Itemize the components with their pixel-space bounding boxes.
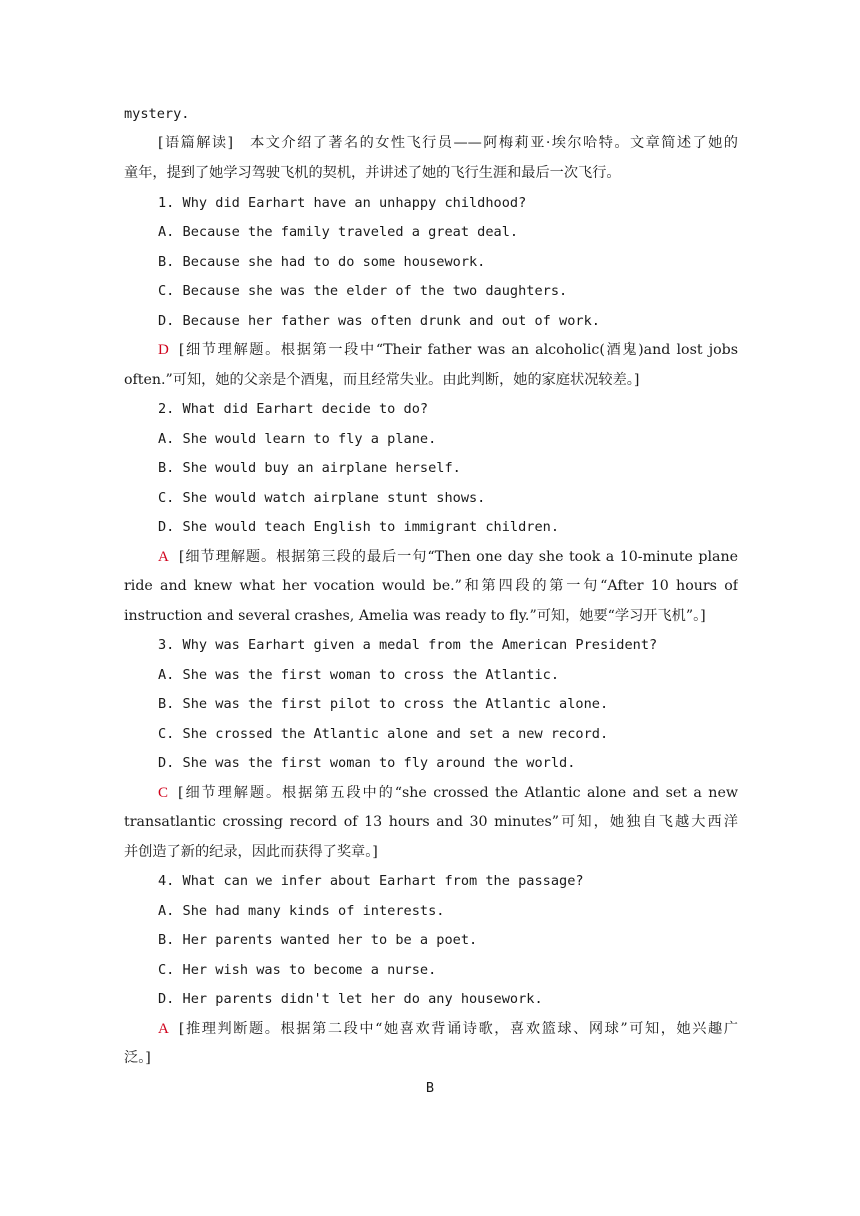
question-1-answer: D <box>158 342 169 358</box>
question-1-option-c: C. Because she was the elder of the two daughters. <box>158 283 568 299</box>
passage-analysis-line-2: 童年，提到了她学习驾驶飞机的契机，并讲述了她的飞行生涯和最后一次飞行。 <box>124 165 621 181</box>
section-label: B <box>425 1080 435 1096</box>
question-4-option-a: A. She had many kinds of interests. <box>158 903 445 919</box>
question-1-explanation-line-2: often.”可知，她的父亲是个酒鬼，而且经常失业。由此判断，她的家庭状况较差。] <box>124 372 640 388</box>
question-3-stem: 3. Why was Earhart given a medal from the American President? <box>158 637 658 653</box>
question-4-option-d: D. Her parents didn't let her do any housework. <box>158 991 543 1007</box>
question-3-option-c: C. She crossed the Atlantic alone and set a new record. <box>158 726 609 742</box>
question-3-option-d: D. She was the first woman to fly around the world. <box>158 755 576 771</box>
question-2-option-d: D. She would teach English to immigrant children. <box>158 519 560 535</box>
question-1-option-a: A. Because the family traveled a great deal. <box>158 224 519 240</box>
question-2-answer: A <box>158 549 169 565</box>
question-2-explanation-line-3: instruction and several crashes, Amelia was ready to fly.”可知，她要“学习开飞机”。] <box>124 608 706 624</box>
question-4-stem: 4. What can we infer about Earhart from the passage? <box>158 873 584 889</box>
question-1-option-b: B. Because she had to do some housework. <box>158 254 486 270</box>
question-4-explanation-line-2: 泛。] <box>124 1050 151 1066</box>
question-2-option-c: C. She would watch airplane stunt shows. <box>158 490 486 506</box>
question-2-explanation-line-2: ride and knew what her vocation would be.”和第四段的第一句“After 10 hours of <box>124 578 738 594</box>
question-4-answer: A <box>158 1021 169 1037</box>
question-4-explanation-line-1: A [推理判断题。根据第二段中“她喜欢背诵诗歌，喜欢篮球、网球”可知，她兴趣广 <box>158 1021 738 1037</box>
passage-analysis-line-1: [语篇解读] 本文介绍了著名的女性飞行员——阿梅莉亚·埃尔哈特。文章简述了她的 <box>158 135 738 151</box>
question-3-option-a: A. She was the first woman to cross the Atlantic. <box>158 667 560 683</box>
question-3-explanation-line-2: transatlantic crossing record of 13 hours and 30 minutes”可知，她独自飞越大西洋 <box>124 814 738 830</box>
question-2-stem: 2. What did Earhart decide to do? <box>158 401 429 417</box>
question-3-answer: C <box>158 785 169 801</box>
question-3-option-b: B. She was the first pilot to cross the Atlantic alone. <box>158 696 609 712</box>
question-4-option-b: B. Her parents wanted her to be a poet. <box>158 932 478 948</box>
question-1-option-d: D. Because her father was often drunk and out of work. <box>158 313 600 329</box>
question-2-option-a: A. She would learn to fly a plane. <box>158 431 437 447</box>
question-1-stem: 1. Why did Earhart have an unhappy childhood? <box>158 195 527 211</box>
question-2-option-b: B. She would buy an airplane herself. <box>158 460 461 476</box>
question-3-explanation-line-3: 并创造了新的纪录，因此而获得了奖章。] <box>124 844 378 860</box>
question-1-explanation-line-1: D [细节理解题。根据第一段中“Their father was an alcoholic(酒鬼)and lost jobs <box>158 342 738 358</box>
question-3-explanation-line-1: C [细节理解题。根据第五段中的“she crossed the Atlantic alone and set a new <box>158 785 738 801</box>
question-2-explanation-line-1: A [细节理解题。根据第三段的最后一句“Then one day she took a 10-minute plane <box>158 549 738 565</box>
passage-tail: mystery. <box>124 106 190 122</box>
question-4-option-c: C. Her wish was to become a nurse. <box>158 962 437 978</box>
